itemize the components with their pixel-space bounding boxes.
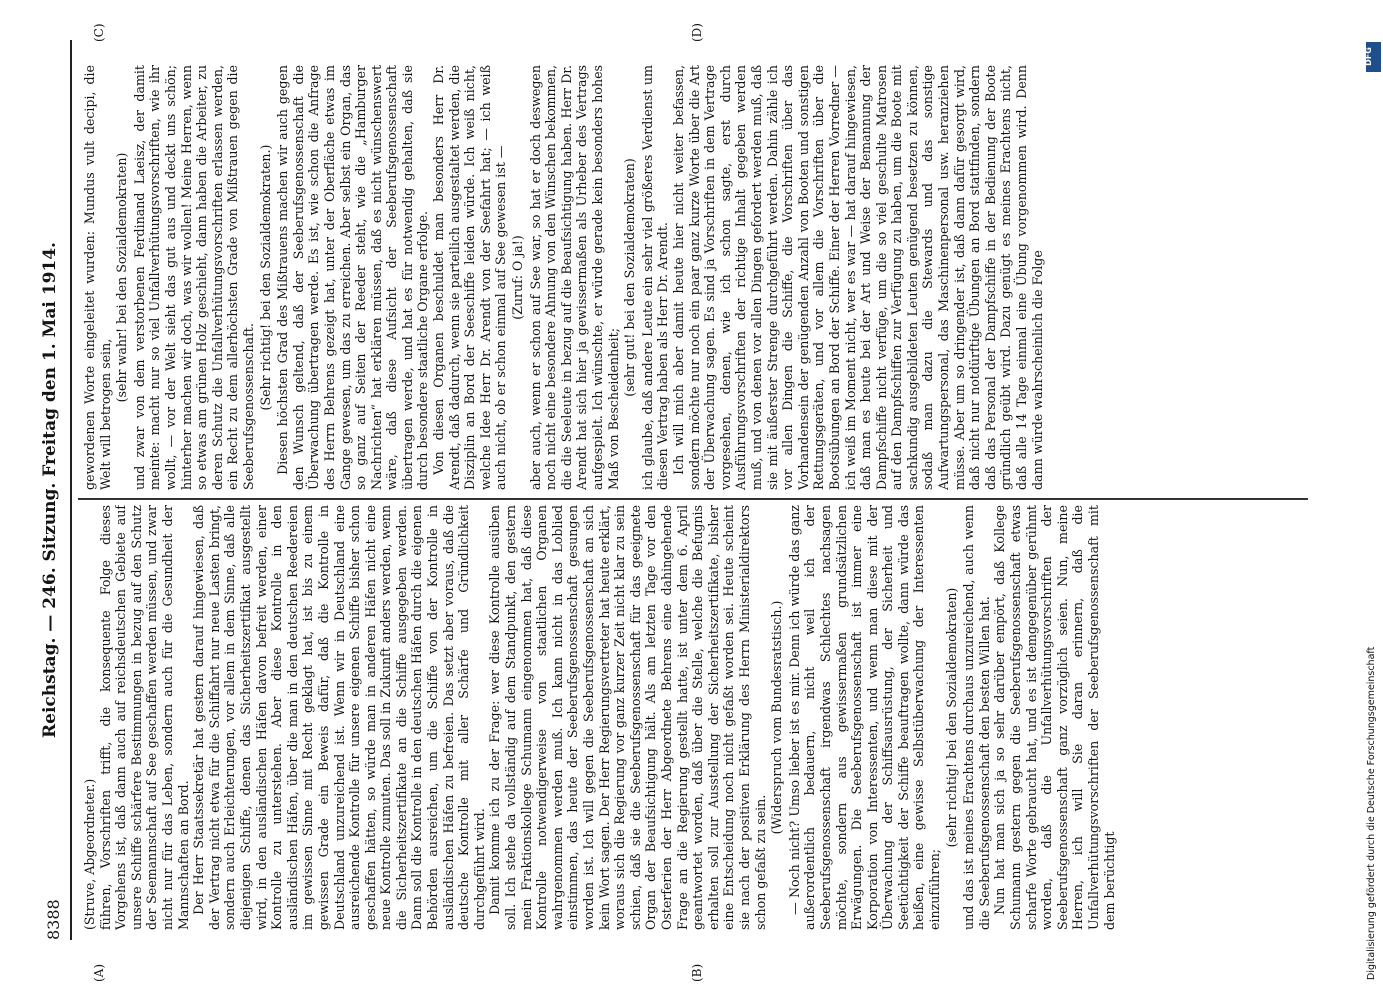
right-column — [82, 65, 1307, 490]
paragraph: — Noch nicht? Umso lieber ist es mir. Denn ich würde das ganz außerordentlich bedauern, nicht weil ich der Seeberufsgenossenschaft irgendwas Schlechtes nachsagen möchte, sondern aus gewissermaßen grundsätzlichen Erwägungen. Die Seeberufsgenossenschaft ist immer eine Korporation von Interessenten, und wenn man diese mit der Überwachung der Schiffsausrüstung, der Sicherheit und Seetüchtigkeit der Schiffe beauftragen wollte, dann würde das heißen, eine gewisse Selbstüberwachung der Interessenten einzuführen; — [786, 505, 943, 930]
margin-mark-b: (B) — [690, 963, 704, 982]
paragraph: ich glaube, daß andere Leute ein sehr viel größeres Verdienst um diesen Vertrag haben als Herr Dr. Arendt. — [639, 65, 671, 490]
page-title: Reichstag. — 246. Sitzung. Freitag den 1. Mai 1914. — [40, 242, 60, 738]
margin-mark-d: (D) — [690, 23, 704, 42]
dfg-logo — [1363, 42, 1381, 72]
interjection: (sehr richtig! bei den Sozialdemokraten) — [943, 587, 959, 848]
paragraph: aber auch, wenn er schon auf See war, so hat er doch deswegen noch nicht eine besondere Ahnung von den Wünschen bekommen, die die Seeleute in bezug auf die Beaufsichtigung haben. Herr Dr. Arendt hat sich hier ja gewissermaßen als Urheber des Vertrags aufgespielt. Ich wünschte, er würde gerade kein besonders hohes Maß von Bescheidenheit; — [527, 65, 621, 490]
digitization-credit: Digitalisierung gefördert durch die Deutsche Forschungsgemeinschaft — [1366, 646, 1377, 980]
paragraph: Ich will mich aber damit heute hier nicht weiter befassen, sondern möchte nur noch ein paar ganz kurze Worte über die Art der Überwachung sagen. Es sind ja Vorschriften in dem Vertrage vorgesehen, denen, wie ich schon sagte, erst durch Ausführungsvorschriften der richtige Inhalt gegeben werden muß, und von denen vor allen Dingen gefordert werden muß, daß sie mit äußerster Strenge durchgeführt werden. Dahin zähle ich vor allen Dingen die Schiffe, die Vorschriften über das Vorhandensein der genügenden Anzahl von Booten und sonstigen Rettungsgeräten, und vor allem die Vorschriften über die Bootsübungen an Bord der Schiffe. Einer der Herren Vorredner — ich weiß im Moment nicht, wer es war — hat darauf hingewiesen, daß man es heute bei der Art und Weise der Bemannung der Dampfschiffe nicht verfüge, um die so viel geschulte Matrosen auf den Dampfschiffen zur Verfügung zu haben, um die Boote mit sachkundig ausgebildeten Leuten genügend besetzen zu können, sodaß man dazu die Stewards und das sonstige Aufwartungspersonal, das Maschinenpersonal usw. heranziehen müsse. Aber um so dringender ist, daß dann dafür gesorgt wird, daß nicht nur notdürftige Übungen an Bord stattfinden, sondern daß das Personal der Dampfschiffe in der Bedienung der Boote gründlich geübt wird. Dazu genügt es meines Erachtens nicht, daß alle 14 Tage einmal eine Übung vorgenommen wird. Denn dann würde wahrscheinlich die Folge — [670, 65, 1045, 490]
interjection: (Sehr richtig! bei den Sozialdemokraten.) — [257, 144, 273, 411]
paragraph: Diesen höchsten Grad des Mißtrauens machen wir auch gegen den Wunsch geltend, daß der Seeberufsgenossenschaft die Überwachung übertragen werde. Es ist, wie schon die Anfrage des Herrn Behrens gezeigt hat, unter der Oberfläche etwas im Gange gewesen, um das zu erreichen. Aber selbst ein Organ, das so ganz auf Seiten der Reeder steht, wie die „Hamburger Nachrichten“ hat erklären müssen, daß es nicht wünschenswert wäre, daß diese Aufsicht der Seeberufsgenossenschaft übertragen werde, und hat es für notwendig gehalten, daß sie durch besondere staatliche Organe erfolge. — [275, 65, 431, 490]
header-rule — [70, 40, 72, 940]
margin-mark-c: (C) — [92, 23, 106, 42]
margin-mark-a: (A) — [92, 963, 106, 982]
page-header — [40, 40, 70, 940]
paragraph: Nun hat man sich ja so sehr darüber empört, daß Kollege Schumann gestern gegen die Seeberufsgenossenschaft etwas scharfe Worte gebraucht hat, und es ist demgegenüber gerühmt worden, daß die Unfallverhütungsvorschriften der Seeberufsgenossenschaft ganz vorzüglich seien. Nun, meine Herren, ich will Sie daran erinnern, daß die Unfallverhütungsvorschriften der Seeberufsgenossenschaft mit dem berüchtigt — [992, 505, 1117, 930]
page-number: 8388 — [44, 899, 63, 940]
paragraph: Damit komme ich zu der Frage: wer diese Kontrolle ausüben soll. Ich stehe da vollständig auf dem Standpunkt, den gestern mein Fraktionskollege Schumann eingenommen hat, daß diese Kontrolle notwendigerweise von staatlichen Organen wahrgenommen werden muß. Ich kann nicht in das Loblied einstimmen, das heute der Seeberufsgenossenschaft gesungen worden ist. Ich will gegen die Seeberufsgenossenschaft an sich kein Wort sagen. Der Herr Regierungsvertreter hat heute erklärt, woraus sich die Regierung vor ganz kurzer Zeit nicht klar zu sein schien, daß sie die Seeberufsgenossenschaft für das geeignete Organ der Beaufsichtigung hält. Als am letzten Tage vor den Osterferien der Herr Abgeordnete Behrens eine dahingehende Frage an die Regierung gestellt hatte, ist unter dem 6. April geantwortet worden, daß über die Stelle, welche die Befugnis erhalten soll zur Ausstellung der Sicherheitszertifikate, bisher eine Entscheidung noch nicht gefaßt worden sei. Heute scheint sie nach der positiven Erklärung des Herrn Ministerialdirektors schon gefaßt zu sein. — [487, 505, 768, 930]
interjection: (sehr wahr! bei den Sozialdemokraten) — [114, 152, 130, 403]
interjection: (Zuruf: O ja!) — [510, 235, 526, 320]
column-divider — [78, 499, 1308, 501]
paragraph: führen, Vorschriften trifft, die konsequente Folge dieses Vorgehens ist, daß dann auch auf reichsdeutschen Gebiete auf unsere Schiffe schärfere Bestimmungen in bezug auf den Schutz der Seemannschaft auf See geschaffen werden müssen, und zwar nicht nur für das Leben, sondern auch für die Gesundheit der Mannschaften an Bord. — [97, 505, 191, 930]
speaker-line: (Struve, Abgeordneter.) — [82, 778, 97, 930]
paragraph: und das ist meines Erachtens durchaus unzureichend, auch wenn die Seeberufsgenossenschaft den besten Willen hat. — [961, 505, 992, 930]
dfg-logo-text: DFG — [1363, 47, 1373, 66]
paragraph: gewordenen Worte eingeleitet wurden: Mundus vult decipi, die Welt will betrogen sein, — [82, 65, 113, 490]
interjection: (sehr gut! bei den Sozialdemokraten) — [622, 158, 638, 397]
paragraph: und zwar von dem verstorbenen Ferdinand Laeisz, der damit meinte: macht nur so viel Unfallverhütungsvorschriften, wie ihr wollt, — vor der Welt sieht das gut aus und deckt uns schön; hinterher machen wir doch, was wir wollen! Meine Herren, wenn so etwas am grünen Holz geschieht, dann haben die Arbeiter, zu deren Schutz die Unfallverhütungsvorschriften erlassen werden, ein Recht zu dem allerhöchsten Grade von Mißtrauen gegen die Seeberufsgenossenschaft. — [131, 65, 256, 490]
paragraph: Der Herr Staatssekretär hat gestern darauf hingewiesen, daß der Vertrag nicht etwa für die Schiffahrt nur neue Lasten bringt, sondern auch Erleichterungen, vor allem in dem Sinne, daß alle diejenigen Schiffe, denen das Sicherheitszertifikat ausgestellt wird, in den ausländischen Häfen davon befreit werden, einer Kontrolle zu unterstehen. Aber diese Kontrolle in den ausländischen Häfen, über die man in den deutschen Reedereien im gewissen Sinne mit Recht geklagt hat, ist bis zu einem gewissen Grade ein Beweis dafür, daß die Kontrolle in Deutschland unzureichend ist. Wenn wir in Deutschland eine ausreichende Kontrolle für unsere eigenen Schiffe bisher schon geschaffen hätten, so würde man in anderen Häfen nicht eine neue Kontrolle zumuten. Das soll in Zukunft anders werden, wenn die Sicherheitszertifikate an die Schiffe ausgegeben werden. Dann soll die Kontrolle in den deutschen Häfen durch die eigenen Behörden ausreichen, um die Schiffe von der Kontrolle in ausländischen Häfen zu befreien. Das setzt aber voraus, daß die deutsche Kontrolle mit aller Schärfe und Gründlichkeit durchgeführt wird. — [191, 505, 487, 930]
paragraph: Von diesen Organen beschuldet man besonders Herr Dr. Arendt, daß dadurch, wenn sie parteilich ausgestaltet werden, die Disziplin an Bord der Seeschiffe leiden würde. Ich weiß nicht, welche Idee Herr Dr. Arendt von der Seefahrt hat; — ich weiß auch nicht, ob er schon einmal auf See gewesen ist — — [431, 65, 509, 490]
left-column — [82, 505, 1307, 930]
interjection: (Widerspruch vom Bundesratstisch.) — [769, 600, 785, 835]
